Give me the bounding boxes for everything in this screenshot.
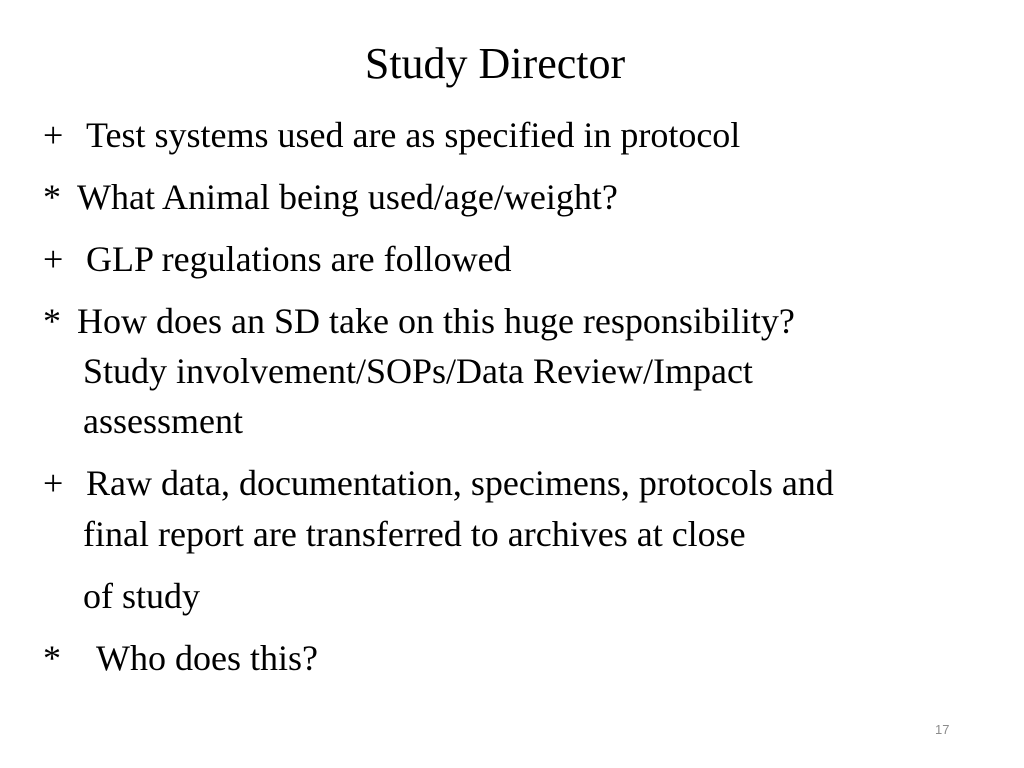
bullet-text: Who does this? xyxy=(96,638,318,678)
bullet-marker-plus: + xyxy=(43,115,64,155)
bullet-text: How does an SD take on this huge responsibility? xyxy=(77,301,795,341)
bullet-marker-plus: + xyxy=(43,239,64,279)
page-number: 17 xyxy=(935,722,950,737)
bullet-text-continuation: Study involvement/SOPs/Data Review/Impact xyxy=(83,351,753,391)
bullet-text: What Animal being used/age/weight? xyxy=(77,177,618,217)
bullet-text-continuation: final report are transferred to archives at close xyxy=(83,514,746,554)
bullet-text-continuation: of study xyxy=(83,576,200,616)
bullet-marker-plus: + xyxy=(43,463,64,503)
bullet-marker-asterisk: * xyxy=(43,177,61,217)
bullet-marker-asterisk: * xyxy=(43,638,61,678)
bullet-text: Test systems used are as specified in protocol xyxy=(86,115,741,155)
bullet-marker-asterisk: * xyxy=(43,301,61,341)
bullet-text-continuation: assessment xyxy=(83,401,243,441)
slide-title: Study Director xyxy=(364,39,626,88)
bullet-text: GLP regulations are followed xyxy=(86,239,512,279)
bullet-text: Raw data, documentation, specimens, protocols and xyxy=(86,463,834,503)
